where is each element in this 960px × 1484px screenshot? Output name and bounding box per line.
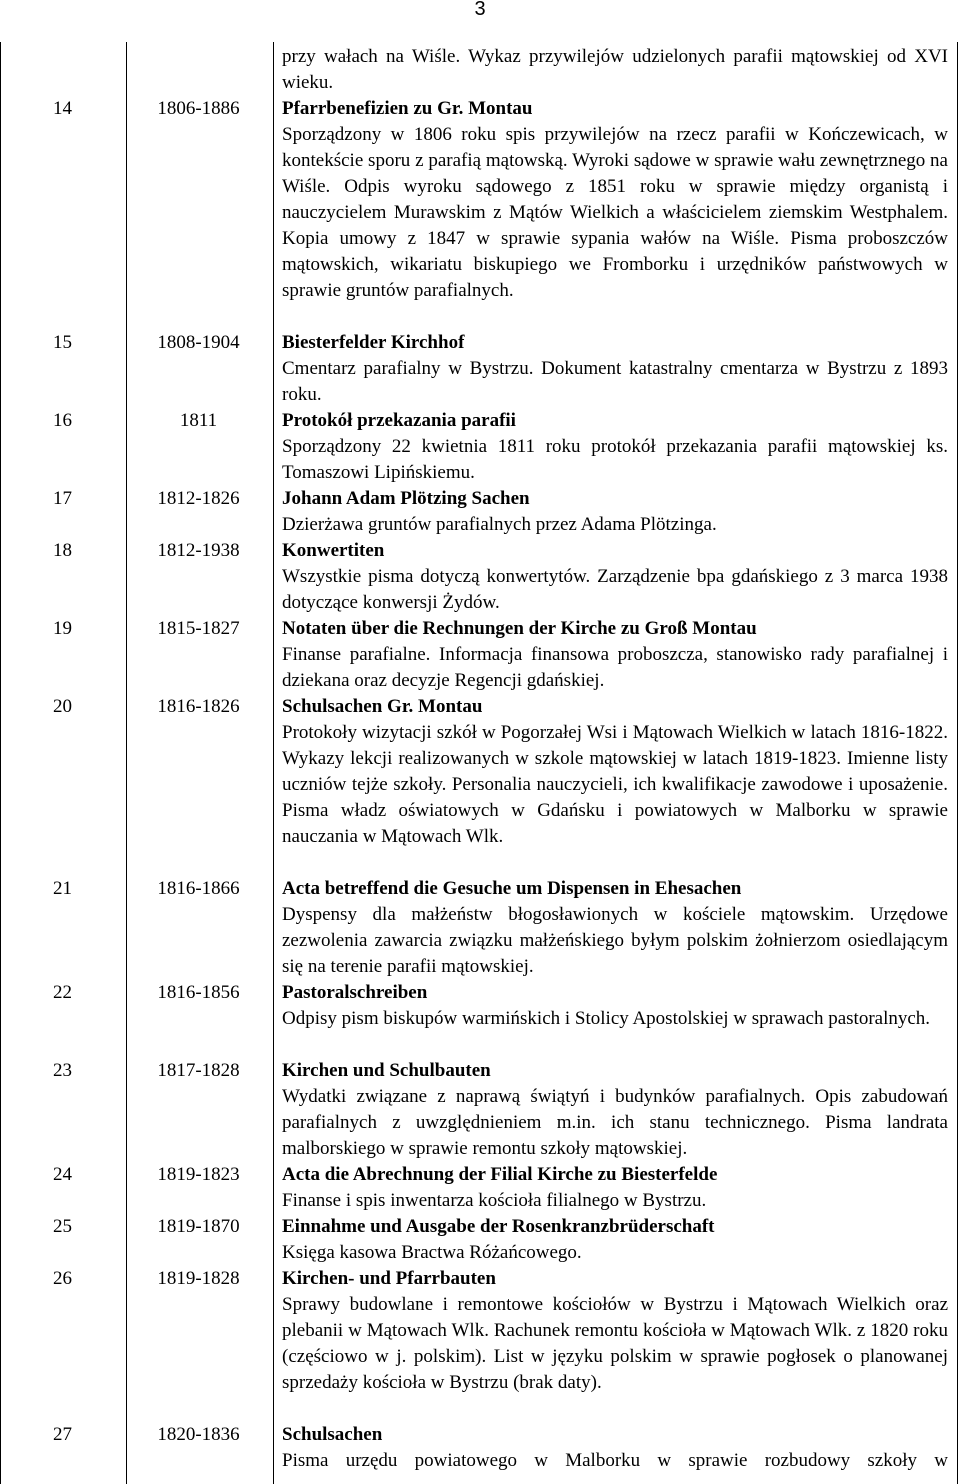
- row-dates: 1816-1826: [157, 696, 240, 717]
- row-description: Sprawy budowlane i remontowe kościołów w Bystrzu i Mątowach Wielkich oraz plebanii w Mątowach Wlk. Rachunek remontu kościoła w Mątowach Wlk. z 1820 roku (częściowo w j. polskim). List w języku polskim w sprawie pogłosek o planowanej sprzedaży kościoła w Bystrzu (brak daty).: [282, 1294, 948, 1393]
- row-number: 14: [53, 98, 72, 119]
- row-content: [282, 1162, 948, 1214]
- row-title: Pfarrbenefizien zu Gr. Montau: [282, 98, 533, 119]
- row-number: 27: [53, 1424, 72, 1445]
- row-description: Protokoły wizytacji szkół w Pogorzałej Wsi i Mątowach Wielkich w latach 1816-1822. Wykazy lekcji realizowanych w szkole mątowskiej w latach 1819-1823. Imienne listy uczniów tejże szkoły. Personalia nauczycieli, ich kwalifikacje zawodowe i uposażenie. Pisma władz oświatowych w Gdańsku i powiatowych w Malborku w sprawie nauczania w Mątowach Wlk.: [282, 722, 948, 847]
- row-title: Acta betreffend die Gesuche um Dispensen in Ehesachen: [282, 878, 742, 899]
- row-title: Acta die Abrechnung der Filial Kirche zu Biesterfelde: [282, 1164, 718, 1185]
- row-number: 25: [53, 1216, 72, 1237]
- row-content: [282, 1266, 948, 1396]
- row-content: [282, 486, 948, 538]
- row-description: Finanse parafialne. Informacja finansowa proboszcza, stanowisko rady parafialnej i dziekana oraz decyzje Regencji gdańskiej.: [282, 644, 948, 691]
- row-dates: 1820-1836: [157, 1424, 240, 1445]
- row-description: Sporządzony w 1806 roku spis przywilejów na rzecz parafii w Kończewicach, w kontekście sporu z parafią mątowską. Wyroki sądowe w sprawie wału zewnętrznego na Wiśle. Odpis wyroku sądowego z 1851 roku w sprawie między organistą i nauczycielem Murawskim z Mątów Wielkich a właścicielem ziemskim Westphalem. Kopia umowy z 1847 w sprawie sypania wałów na Wiśle. Pisma proboszczów mątowskich, wikariatu biskupiego we Fromborku i urzędników państwowych w sprawie gruntów parafialnych.: [282, 124, 948, 301]
- row-dates: 1817-1828: [157, 1060, 240, 1081]
- row-number: 16: [53, 410, 72, 431]
- row-number: 20: [53, 696, 72, 717]
- row-title: Notaten über die Rechnungen der Kirche zu Groß Montau: [282, 618, 757, 639]
- row-dates: 1812-1938: [157, 540, 240, 561]
- row-description: Finanse i spis inwentarza kościoła filialnego w Bystrzu.: [282, 1190, 707, 1211]
- row-description: Dyspensy dla małżeństw błogosławionych w kościele mątowskim. Urzędowe zezwolenia zawarcia związku małżeńskiego byłym polskim żołnierzom osiedlającym się na terenie parafii mątowskiej.: [282, 904, 948, 977]
- row-content: [282, 1058, 948, 1162]
- row-description: Cmentarz parafialny w Bystrzu. Dokument katastralny cmentarza w Bystrzu z 1893 roku.: [282, 358, 948, 405]
- row-title: Pastoralschreiben: [282, 982, 428, 1003]
- row-description: Wszystkie pisma dotyczą konwertytów. Zarządzenie bpa gdańskiego z 3 marca 1938 dotyczące konwersji Żydów.: [282, 566, 948, 613]
- row-number: 21: [53, 878, 72, 899]
- row-number: 22: [53, 982, 72, 1003]
- row-content: [282, 694, 948, 850]
- row-number: 24: [53, 1164, 72, 1185]
- row-title: Protokół przekazania parafii: [282, 410, 516, 431]
- row-title: Schulsachen: [282, 1424, 383, 1445]
- row-dates: 1816-1866: [157, 878, 240, 899]
- row-description: Odpisy pism biskupów warmińskich i Stolicy Apostolskiej w sprawach pastoralnych.: [282, 1008, 931, 1029]
- row-title: Kirchen- und Pfarrbauten: [282, 1268, 496, 1289]
- row-description: Dzierżawa gruntów parafialnych przez Adama Plötzinga.: [282, 514, 717, 535]
- row-number: 19: [53, 618, 72, 639]
- row-content: [282, 408, 948, 486]
- row-content: [282, 1422, 948, 1474]
- row-number: 17: [53, 488, 72, 509]
- row-dates: 1808-1904: [157, 332, 240, 353]
- row-number: 15: [53, 332, 72, 353]
- row-dates: 1812-1826: [157, 488, 240, 509]
- row-content: [282, 330, 948, 408]
- row-content: [282, 616, 948, 694]
- row-title: Kirchen und Schulbauten: [282, 1060, 491, 1081]
- row-description: przy wałach na Wiśle. Wykaz przywilejów udzielonych parafii mątowskiej od XVI wieku.: [282, 46, 948, 93]
- row-description: Księga kasowa Bractwa Różańcowego.: [282, 1242, 582, 1263]
- row-title: Konwertiten: [282, 540, 385, 561]
- row-dates: 1806-1886: [157, 98, 240, 119]
- table-border-left: [0, 42, 1, 1484]
- column-divider-dates: [273, 42, 274, 1484]
- row-title: Einnahme und Ausgabe der Rosenkranzbrüderschaft: [282, 1216, 715, 1237]
- row-description: Pisma urzędu powiatowego w Malborku w sprawie rozbudowy szkoły w: [282, 1450, 948, 1471]
- row-number: 26: [53, 1268, 72, 1289]
- row-content: [282, 980, 948, 1032]
- row-title: Schulsachen Gr. Montau: [282, 696, 483, 717]
- row-title: Johann Adam Plötzing Sachen: [282, 488, 530, 509]
- row-title: Biesterfelder Kirchhof: [282, 332, 465, 353]
- row-content: [282, 96, 948, 304]
- row-number: 23: [53, 1060, 72, 1081]
- table-border-right: [957, 42, 958, 1484]
- row-description: Sporządzony 22 kwietnia 1811 roku protokół przekazania parafii mątowskiej ks. Tomaszowi Lipińskiemu.: [282, 436, 948, 483]
- row-number: 18: [53, 540, 72, 561]
- row-content: [282, 1214, 948, 1266]
- row-description: Wydatki związane z naprawą świątyń i budynków parafialnych. Opis zabudowań parafialnych z uwzględnieniem m.in. ich stanu technicznego. Pisma landrata malborskiego w sprawie remontu szkoły mątowskiej.: [282, 1086, 948, 1159]
- row-content: [282, 44, 948, 96]
- row-dates: 1815-1827: [157, 618, 240, 639]
- row-dates: 1811: [179, 410, 218, 431]
- row-dates: 1819-1828: [157, 1268, 240, 1289]
- row-dates: 1816-1856: [157, 982, 240, 1003]
- row-dates: 1819-1870: [157, 1216, 240, 1237]
- row-content: [282, 538, 948, 616]
- page-number: 3: [474, 0, 486, 20]
- row-content: [282, 876, 948, 980]
- row-dates: 1819-1823: [157, 1164, 240, 1185]
